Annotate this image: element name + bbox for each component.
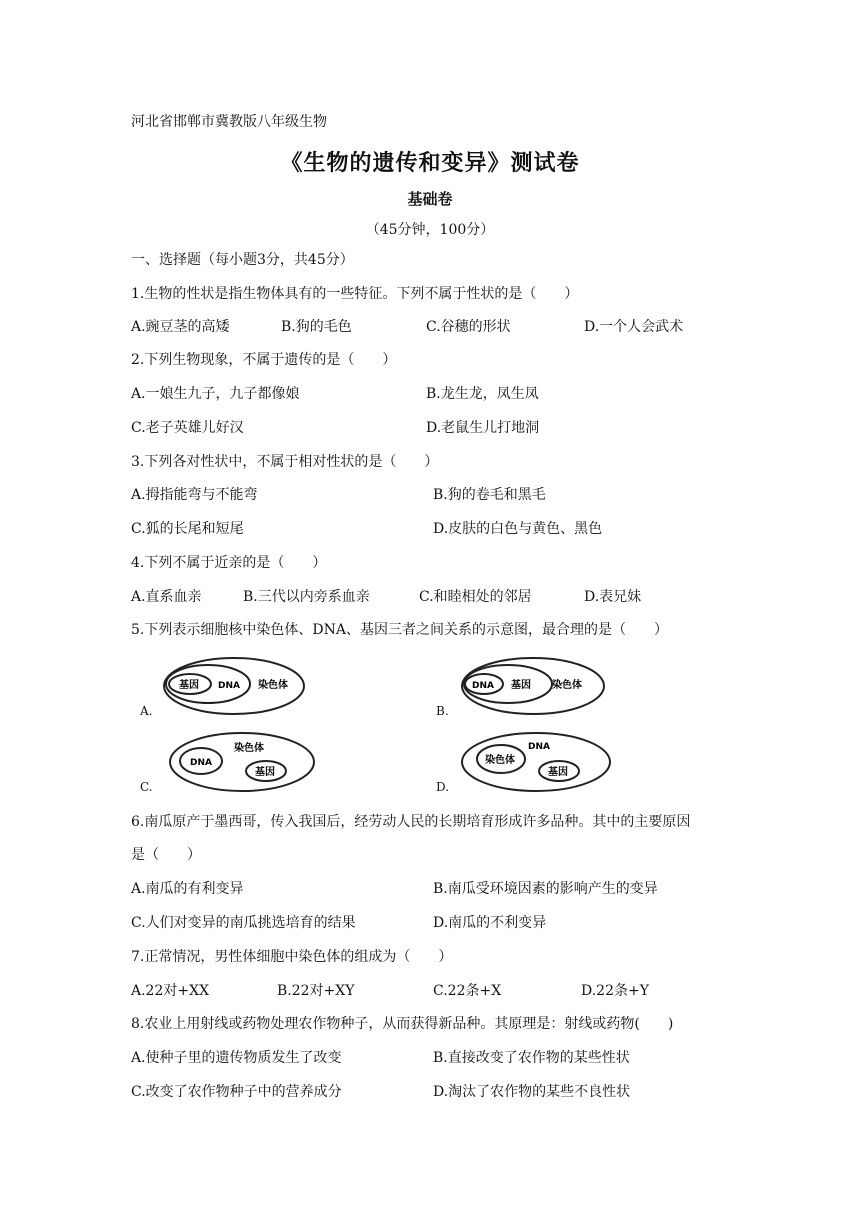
- gene-label: 基因: [548, 767, 568, 778]
- question-4-option-c: C.和睦相处的邻居: [419, 589, 532, 605]
- question-8-option-d: D.淘汰了农作物的某些不良性状: [433, 1084, 631, 1100]
- question-3-option-a: A.拇指能弯与不能弯: [131, 487, 258, 503]
- option-c-diagram: [168, 729, 318, 793]
- question-7-option-a: A.22对+XX: [131, 983, 210, 999]
- chromosome-label: 染色体: [258, 680, 288, 691]
- question-7-option-d: D.22条+Y: [581, 983, 649, 999]
- question-2-option-c: C.老子英雄儿好汉: [131, 420, 244, 436]
- chromosome-label: 染色体: [552, 680, 582, 691]
- question-4-option-d: D.表兄妹: [584, 589, 642, 605]
- question-8-option-b: B.直接改变了农作物的某些性状: [433, 1050, 630, 1066]
- question-7-stem: 7.正常情况，男性体细胞中染色体的组成为（ ）: [131, 949, 453, 965]
- question-8-option-a: A.使种子里的遗传物质发生了改变: [131, 1050, 342, 1066]
- dna-label: DNA: [190, 758, 212, 768]
- question-2-option-d: D.老鼠生儿打地洞: [426, 420, 540, 436]
- question-5-option-a: A.: [140, 704, 153, 718]
- question-2-option-b: B.龙生龙，凤生凤: [426, 386, 539, 402]
- document-header: 河北省邯郸市冀教版八年级生物: [131, 114, 327, 130]
- question-6-option-b: B.南瓜受环境因素的影响产生的变异: [433, 881, 658, 897]
- question-1-option-c: C.谷穗的形状: [426, 319, 511, 335]
- option-a-diagram: [163, 655, 313, 717]
- question-2-option-a: A.一娘生九子，九子都像娘: [131, 386, 300, 402]
- question-1-option-a: A.豌豆茎的高矮: [131, 319, 230, 335]
- option-b-diagram: [460, 655, 610, 717]
- page-subtitle: 基础卷: [407, 190, 453, 208]
- dna-label: DNA: [218, 681, 240, 691]
- dna-label: DNA: [472, 681, 494, 691]
- question-3-option-b: B.狗的卷毛和黑毛: [433, 487, 546, 503]
- question-4-stem: 4.下列不属于近亲的是（ ）: [131, 555, 327, 571]
- question-3-option-c: C.狐的长尾和短尾: [131, 521, 244, 537]
- chromosome-label: 染色体: [234, 743, 264, 754]
- question-1-option-d: D.一个人会武术: [584, 319, 684, 335]
- question-2-stem: 2.下列生物现象，不属于遗传的是（ ）: [131, 352, 397, 368]
- question-6-stem-line-2: 是（ ）: [131, 847, 201, 863]
- page-title: 《生物的遗传和变异》测试卷: [280, 150, 580, 176]
- question-7-option-c: C.22条+X: [433, 983, 502, 999]
- exam-duration: （45分钟，100分）: [365, 222, 495, 238]
- question-4-option-a: A.直系血亲: [131, 589, 202, 605]
- question-5-option-d: D.: [436, 780, 450, 794]
- question-4-option-b: B.三代以内旁系血亲: [243, 589, 370, 605]
- question-3-stem: 3.下列各对性状中，不属于相对性状的是（ ）: [131, 454, 439, 470]
- option-d-diagram: [460, 729, 614, 793]
- question-1-option-b: B.狗的毛色: [281, 319, 352, 335]
- question-5-option-b: B.: [436, 704, 449, 718]
- section-heading: 一、选择题（每小题3分，共45分）: [131, 252, 354, 268]
- question-8-option-c: C.改变了农作物种子中的营养成分: [131, 1084, 342, 1100]
- question-6-option-a: A.南瓜的有利变异: [131, 881, 244, 897]
- gene-label: 基因: [511, 680, 531, 691]
- question-6-option-c: C.人们对变异的南瓜挑选培育的结果: [131, 915, 356, 931]
- question-5-option-c: C.: [140, 780, 153, 794]
- question-6-option-d: D.南瓜的不利变异: [433, 915, 547, 931]
- question-6-stem-line-1: 6.南瓜原产于墨西哥，传入我国后，经劳动人民的长期培育形成许多品种。其中的主要原因: [131, 814, 691, 830]
- question-8-stem: 8.农业上用射线或药物处理农作物种子，从而获得新品种。其原理是：射线或药物( ): [131, 1016, 674, 1032]
- gene-label: 基因: [255, 767, 275, 778]
- question-7-option-b: B.22对+XY: [277, 983, 355, 999]
- chromosome-label: 染色体: [485, 755, 515, 766]
- dna-label: DNA: [528, 742, 550, 752]
- question-3-option-d: D.皮肤的白色与黄色、黑色: [433, 521, 603, 537]
- question-1-stem: 1.生物的性状是指生物体具有的一些特征。下列不属于性状的是（ ）: [131, 286, 579, 302]
- question-5-stem: 5.下列表示细胞核中染色体、DNA、基因三者之间关系的示意图，最合理的是（ ）: [131, 622, 668, 638]
- gene-label: 基因: [179, 680, 199, 691]
